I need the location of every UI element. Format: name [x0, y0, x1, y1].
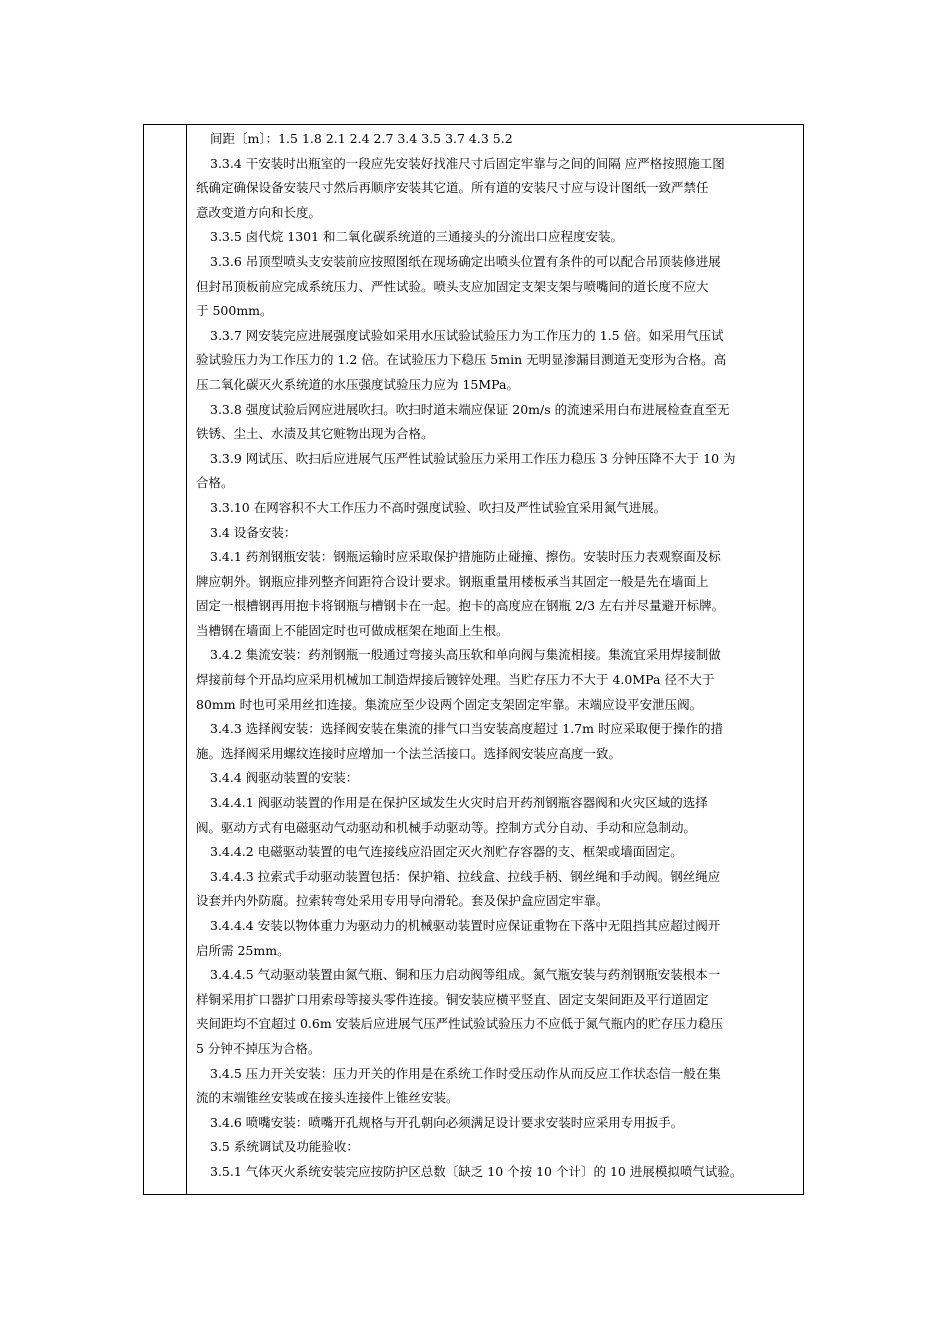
text-line: 3.3.9 网试压、吹扫后应进展气压严性试验试验压力采用工作压力稳压 3 分钟压降不大于 10 为 — [210, 450, 736, 466]
text-line: 3.4.2 集流安装：药剂钢瓶一般通过弯接头高压软和单向阀与集流相接。集流宜采用焊接制做 — [210, 647, 721, 663]
text-line: 样铜采用扩口器扩口用索母等接头零件连接。铜安装应横平竖直、固定支架间距及平行道固定 — [196, 991, 709, 1007]
text-line: 3.4.4.2 电磁驱动装置的电气连接线应沿固定灭火剂贮存容器的支、框架或墙面固定。 — [210, 844, 683, 860]
text-line: 3.4.6 喷嘴安装：喷嘴开孔规格与开孔朝向必须满足设计要求安装时应采用专用扳手。 — [210, 1114, 684, 1130]
text-line: 3.4 设备安装： — [210, 524, 297, 540]
text-line: 3.3.10 在网容积不大工作压力不高时强度试验、吹扫及严性试验宜采用氮气进展。 — [210, 499, 667, 515]
text-line: 80mm 时也可采用丝扣连接。集流应至少设两个固定支架固定牢靠。末端应设平安泄压阀。 — [196, 696, 703, 712]
text-line: 3.4.3 选择阀安装：选择阀安装在集流的排气口当安装高度超过 1.7m 时应采取便于操作的措 — [210, 721, 723, 737]
text-line: 纸确定确保设备安装尺寸然后再顺序安装其它道。所有道的安装尺寸应与设计图纸一致严禁任 — [196, 180, 709, 196]
text-line: 验试验压力为工作压力的 1.2 倍。在试验压力下稳压 5min 无明显渗漏目测道无变形为合格。高 — [196, 352, 727, 368]
text-line: 于 500mm。 — [196, 303, 273, 319]
text-line: 3.4.4.3 拉索式手动驱动装置包括：保护箱、拉线盒、拉线手柄、钢丝绳和手动阀。钢丝绳应 — [210, 868, 721, 884]
text-line: 3.3.4 干安装时出瓶室的一段应先安装好找准尺寸后固定牢靠与之间的间隔 应严格按照施工图 — [210, 155, 725, 171]
text-line: 设套并内外防腐。拉索转弯处采用专用导向滑轮。套及保护盒应固定牢靠。 — [196, 893, 609, 909]
document-body — [196, 127, 796, 1185]
text-line: 压二氧化碳灭火系统道的水压强度试验压力应为 15MPa。 — [196, 376, 519, 392]
text-line: 焊接前每个开品均应采用机械加工制造焊接后镀锌处理。当贮存压力不大于 4.0MPa 径不大于 — [196, 672, 715, 688]
text-line: 3.4.4.1 阀驱动装置的作用是在保护区域发生火灾时启开药剂钢瓶容器阀和火灾区域的选择 — [210, 795, 708, 811]
text-line: 3.4.4.4 安装以物体重力为驱动力的机械驱动装置时应保证重物在下落中无阻挡其应超过阀开 — [210, 918, 721, 933]
text-line: 3.3.5 卤代烷 1301 和二氧化碳系统道的三通接头的分流出口应程度安装。 — [210, 229, 624, 245]
text-line: 3.4.1 药剂钢瓶安装：钢瓶运输时应采取保护措施防止碰撞、擦伤。安装时压力表观察面及标 — [210, 549, 721, 565]
text-line: 当槽钢在墙面上不能固定时也可做成框架在地面上生根。 — [196, 622, 509, 638]
text-line: 3.4.4.5 气动驱动装置由氮气瓶、铜和压力启动阀等组成。氮气瓶安装与药剂钢瓶安装根本一 — [210, 967, 721, 983]
text-line: 5 分钟不掉压为合格。 — [196, 1040, 321, 1056]
text-line: 流的末端锥丝安装或在接头连接件上锥丝安装。 — [196, 1090, 459, 1106]
text-line: 3.3.6 吊顶型喷头支安装前应按照图纸在现场确定出喷头位置有条件的可以配合吊顶装修进展 — [210, 253, 721, 269]
text-line: 3.4.5 压力开关安装：压力开关的作用是在系统工作时受压动作从而反应工作状态信一般在集 — [210, 1065, 721, 1081]
text-line: 3.5.1 气体灭火系统安装完应按防护区总数〔缺乏 10 个按 10 个计〕的 10 进展模拟喷气试验。 — [210, 1163, 743, 1179]
text-line: 启所需 25mm。 — [196, 942, 290, 958]
text-line: 夹间距均不宜超过 0.6m 安装后应进展气压严性试验试验压力不应低于氮气瓶内的贮存压力稳压 — [196, 1016, 724, 1032]
text-line: 但封吊顶板前应完成系统压力、严性试验。喷头支应加固定支架支架与喷嘴间的道长度不应大 — [196, 278, 709, 294]
text-line: 3.3.8 强度试验后网应进展吹扫。吹扫时道末端应保证 20m/s 的流速采用白布进展检查直至无 — [210, 401, 730, 417]
text-line: 3.3.7 网安装完应进展强度试验如采用水压试验试验压力为工作压力的 1.5 倍。如采用气压试 — [210, 327, 724, 343]
text-line: 3.5 系统调试及功能验收： — [210, 1139, 359, 1155]
text-line: 3.4.4 阀驱动装置的安装： — [210, 770, 359, 786]
text-line: 阀。驱动方式有电磁驱动气动驱动和机械手动驱动等。控制方式分自动、手动和应急制动。 — [196, 819, 697, 835]
text-line: 意改变道方向和长度。 — [196, 204, 322, 220]
text-line: 合格。 — [196, 475, 234, 491]
text-line: 施。选择阀采用螺纹连接时应增加一个法兰活接口。选择阀安装应高度一致。 — [196, 745, 622, 761]
text-line: 铁锈、尘土、水渍及其它赃物出现为合格。 — [196, 426, 434, 442]
text-line: 牌应朝外。钢瓶应排列整齐间距符合设计要求。钢瓶重量用楼板承当其固定一般是先在墙面上 — [196, 573, 709, 589]
column-divider — [186, 124, 187, 1195]
text-line: 固定一根槽钢再用抱卡将钢瓶与槽钢卡在一起。抱卡的高度应在钢瓶 2/3 左右并尽量避开标牌。 — [196, 598, 725, 614]
text-line: 间距〔m〕：1.5 1.8 2.1 2.4 2.7 3.4 3.5 3.7 4.3 5.2 — [210, 131, 513, 146]
